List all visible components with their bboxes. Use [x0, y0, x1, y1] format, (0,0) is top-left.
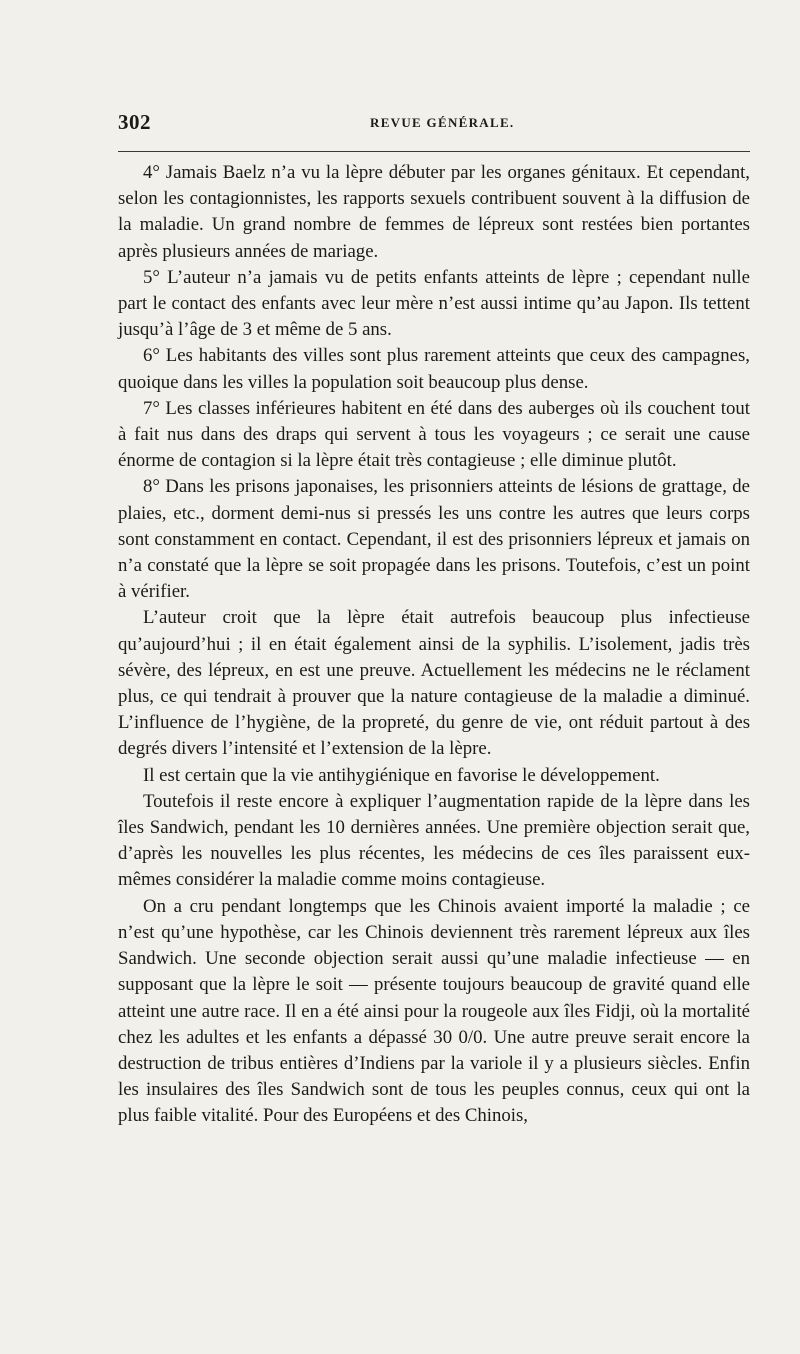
paragraph-point-6: 6° Les habitants des villes sont plus rarement atteints que ceux des campagnes, quoique dans les villes la population soit beaucoup plus dense. [118, 345, 750, 393]
paragraph-antihygiene: Il est certain que la vie antihygiénique en favorise le développement. [143, 764, 660, 786]
paragraph-point-7: 7° Les classes inférieures habitent en été dans des auberges où ils couchent tout à fait nus dans des draps qui servent à tous les voyageurs ; ce serait une cause énorme de contagion si la lèpre était très contagieuse ; elle diminue plutôt. [118, 397, 750, 472]
paragraph-sandwich-islands: Toutefois il reste encore à expliquer l’augmentation rapide de la lèpre dans les îles Sandwich, pendant les 10 dernières années. Une première objection serait que, d’après les nouvelles les plus récentes, les médecins de ces îles paraissent eux-mêmes considérer la maladie comme moins contagieuse. [118, 790, 750, 891]
paragraph-author-opinion: L’auteur croit que la lèpre était autrefois beaucoup plus infectieuse qu’aujourd’hui ; il en était également ainsi de la syphilis. L’isolement, jadis très sévère, des lépreux, en est une preuve. Actuellement les médecins ne le réclament plus, ce qui tendrait à prouver que la nature contagieuse de la maladie a diminué. L’influence de l’hygiène, de la propreté, du genre de vie, ont réduit partout à des degrés divers l’intensité et l’extension de la lèpre. [118, 607, 750, 760]
paragraph-chinese-hypothesis: On a cru pendant longtemps que les Chinois avaient importé la maladie ; ce n’est qu’une hypothèse, car les Chinois deviennent très rarement lépreux aux îles Sandwich. Une seconde objection serait aussi qu’une maladie infectieuse — en supposant que la lèpre le soit — présente toujours beaucoup de gravité quand elle atteint une autre race. Il en a été ainsi pour la rougeole aux îles Fidji, où la mortalité chez les adultes et les enfants a dépassé 30 0/0. Une autre preuve serait encore la destruction de tribus entières d’Indiens par la variole il y a plusieurs siècles. Enfin les insulaires des îles Sandwich sont de tous les peuples connus, ceux qui ont la plus faible vitalité. Pour des Européens et des Chinois, [118, 895, 750, 1127]
header-rule [118, 151, 750, 152]
paragraph-point-5: 5° L’auteur n’a jamais vu de petits enfants atteints de lèpre ; cependant nulle part le contact des enfants avec leur mère n’est aussi intime qu’au Japon. Ils tettent jusqu’à l’âge de 3 et même de 5 ans. [118, 266, 750, 341]
body-text [118, 160, 750, 1130]
paragraph-point-4: 4° Jamais Baelz n’a vu la lèpre débuter par les organes génitaux. Et cependant, selon les contagionnistes, les rapports sexuels contribuent souvent à la diffusion de la maladie. Un grand nombre de femmes de lépreux sont restées bien portantes après plusieurs années de mariage. [118, 162, 750, 262]
running-title: REVUE GÉNÉRALE. [370, 115, 515, 130]
page-header [118, 110, 750, 136]
paragraph-point-8: 8° Dans les prisons japonaises, les prisonniers atteints de lésions de grattage, de plaies, etc., dorment demi-nus si pressés les uns contre les autres que leurs corps sont constamment en contact. Cependant, il est des prisonniers lépreux et jamais on n’a constaté que la lèpre se soit propagée dans les prisons. Toutefois, c’est un point à vérifier. [118, 476, 750, 603]
page-number: 302 [118, 110, 151, 134]
